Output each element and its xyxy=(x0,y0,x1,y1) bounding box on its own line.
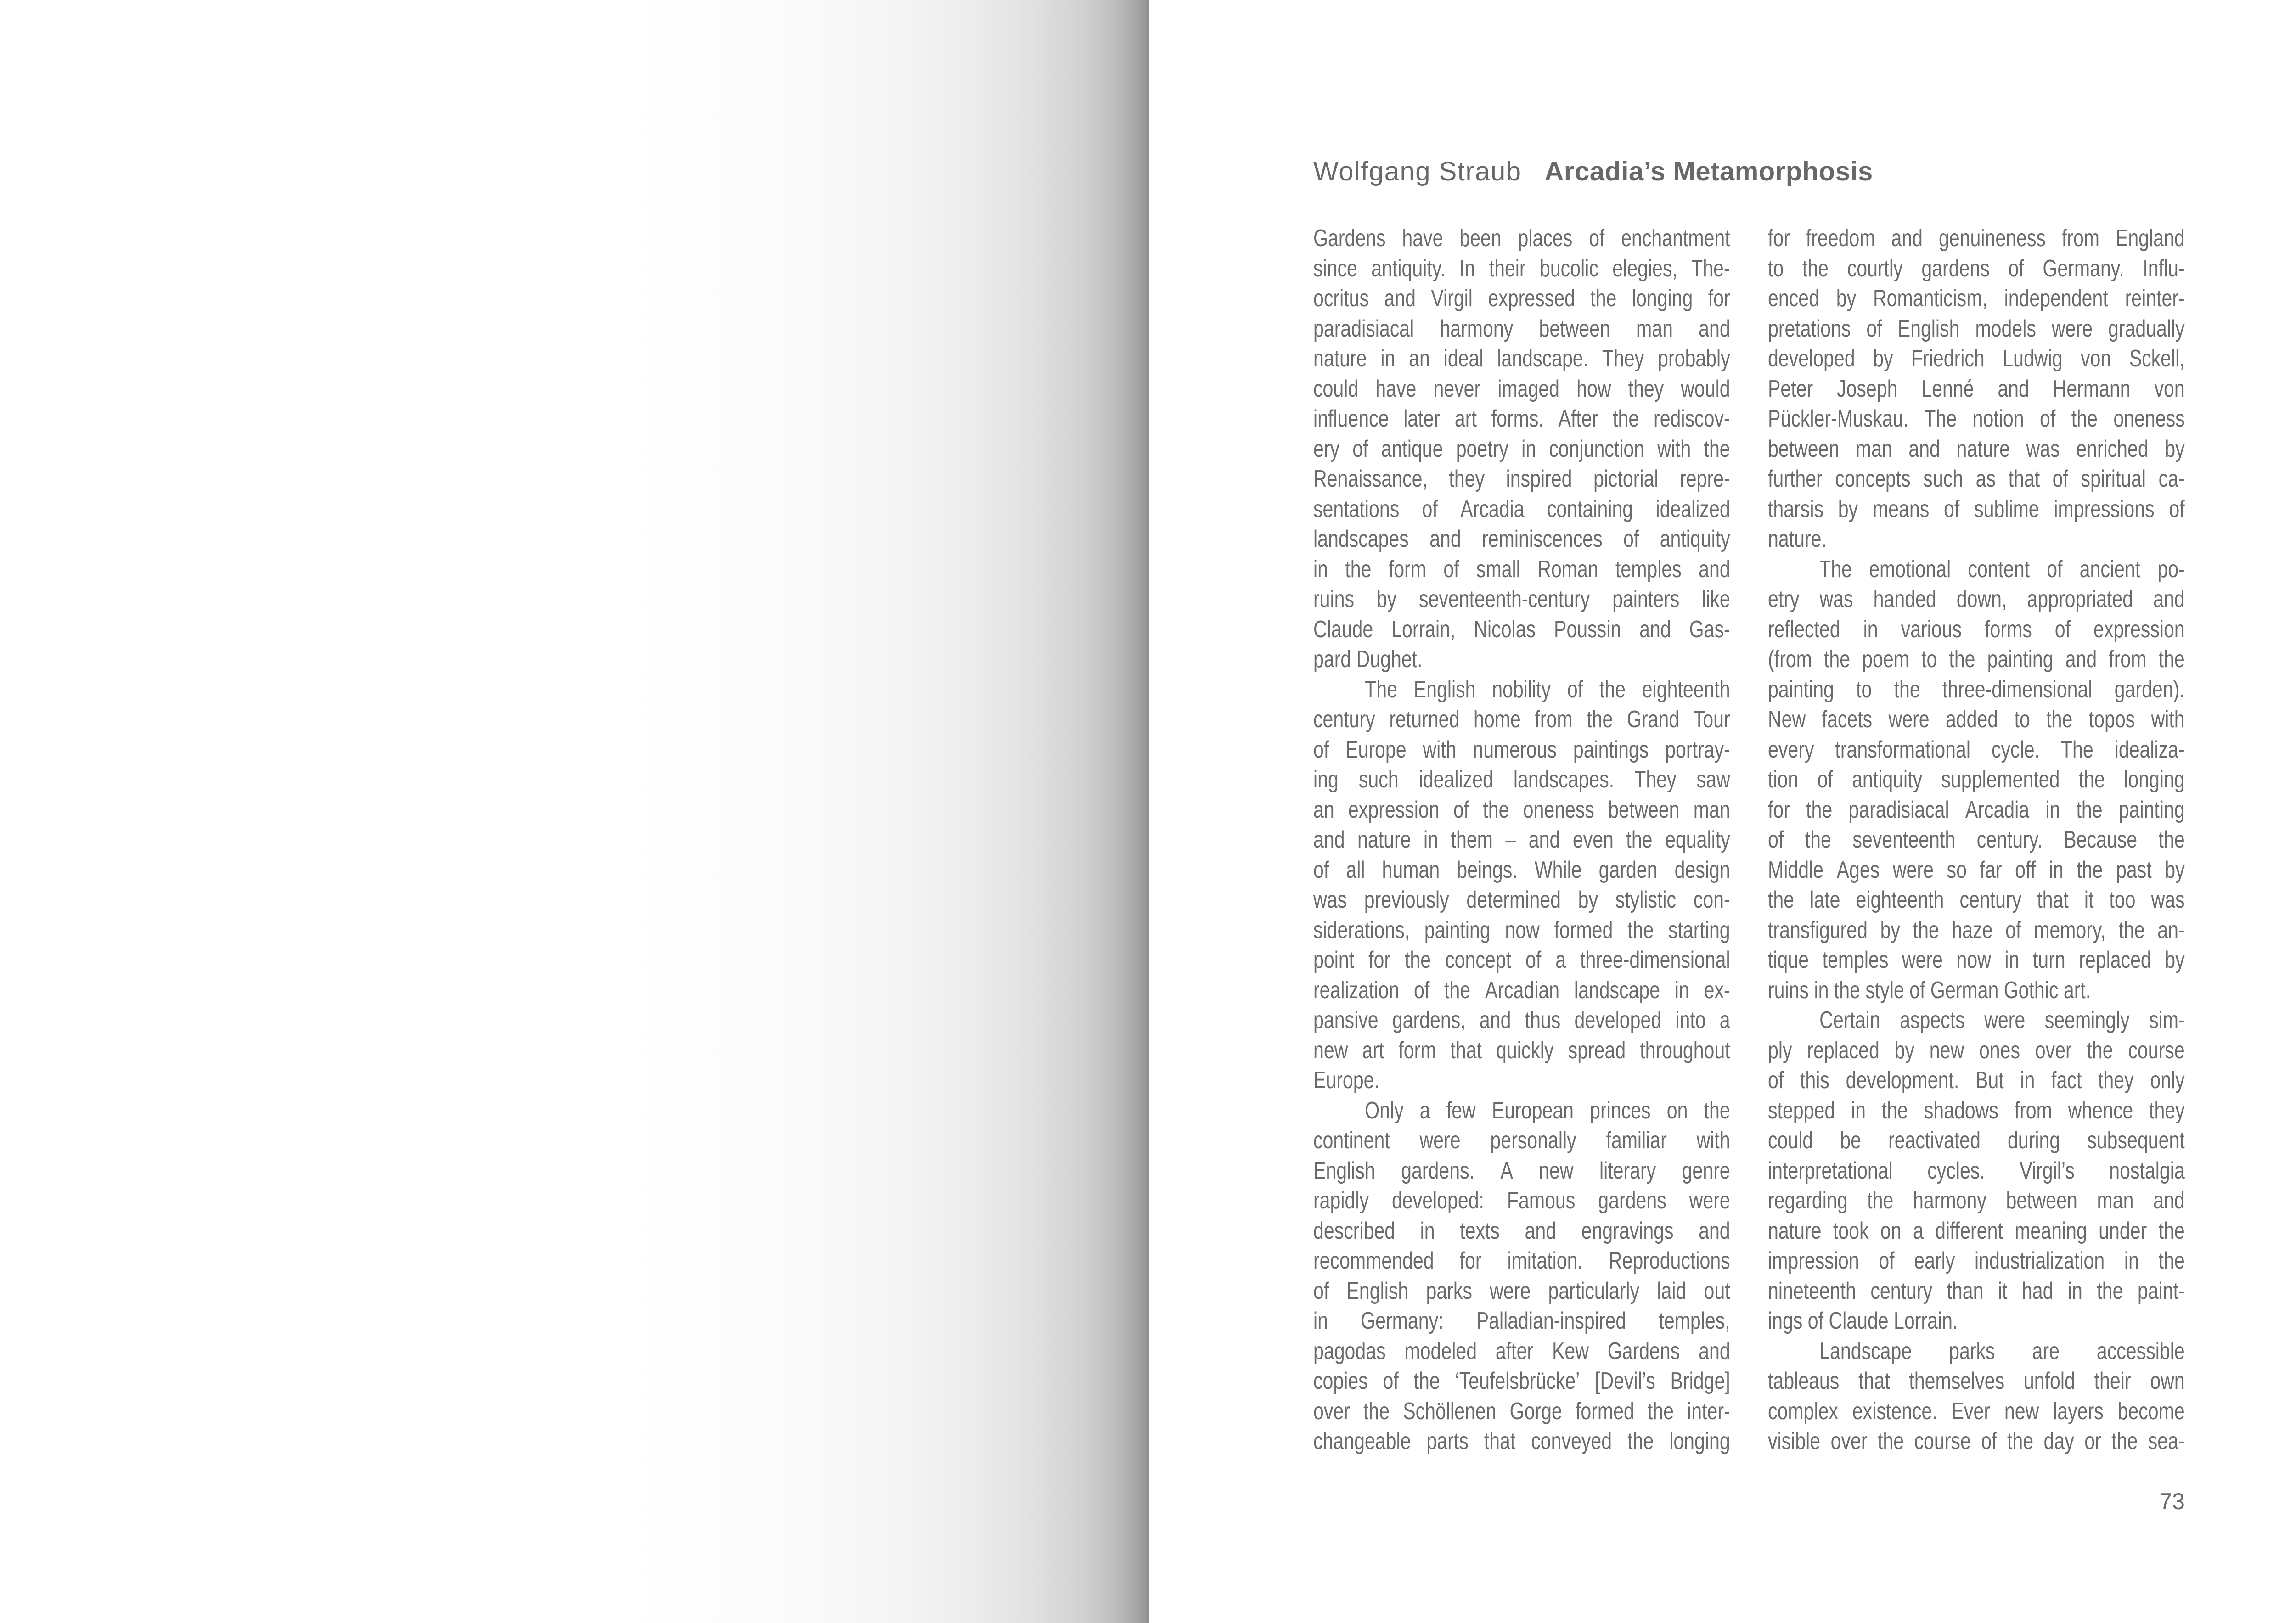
text-line: could be reactivated during subsequent xyxy=(1768,1127,2185,1154)
text-line: transfigured by the haze of memory, the an- xyxy=(1768,916,2185,943)
text-line: pagodas modeled after Kew Gardens and xyxy=(1313,1337,1730,1365)
text-line: in Germany: Palladian-inspired temples, xyxy=(1313,1308,1730,1334)
text-line: visible over the course of the day or the sea- xyxy=(1768,1428,2185,1455)
text-line: Peter Joseph Lenné and Hermann von xyxy=(1768,375,2185,402)
text-column-left xyxy=(1313,224,1730,1457)
text-line: Middle Ages were so far off in the past by xyxy=(1768,856,2185,883)
text-line: ply replaced by new ones over the course xyxy=(1768,1037,2185,1064)
text-line: continent were personally familiar with xyxy=(1313,1127,1730,1154)
text-line: of English parks were particularly laid out xyxy=(1313,1277,1730,1304)
text-line: interpretational cycles. Virgil’s nostalgia xyxy=(1768,1157,2185,1184)
text-line: described in texts and engravings and xyxy=(1313,1217,1730,1244)
text-line: pard Dughet. xyxy=(1313,646,1423,673)
text-line: Europe. xyxy=(1313,1067,1379,1094)
text-line: Landscape parks are accessible xyxy=(1819,1337,2185,1365)
text-line: since antiquity. In their bucolic elegies, The- xyxy=(1313,255,1730,282)
text-line: ery of antique poetry in conjunction with the xyxy=(1313,435,1730,462)
text-line: tharsis by means of sublime impressions of xyxy=(1768,495,2185,522)
text-line: Renaissance, they inspired pictorial repre- xyxy=(1313,466,1730,492)
text-line: The English nobility of the eighteenth xyxy=(1365,676,1730,703)
page-number: 73 xyxy=(2159,1488,2185,1514)
text-line: recommended for imitation. Reproductions xyxy=(1313,1247,1730,1274)
text-line: tableaus that themselves unfold their own xyxy=(1768,1368,2185,1394)
text-line: English gardens. A new literary genre xyxy=(1313,1157,1730,1184)
text-line: etry was handed down, appropriated and xyxy=(1768,586,2185,612)
text-line: complex existence. Ever new layers become xyxy=(1768,1398,2185,1425)
text-line: ocritus and Virgil expressed the longing for xyxy=(1313,285,1730,312)
text-line: influence later art forms. After the rediscov- xyxy=(1313,405,1730,432)
text-line: of the seventeenth century. Because the xyxy=(1768,826,2185,853)
text-line: Gardens have been places of enchantment xyxy=(1313,225,1730,252)
text-line: developed by Friedrich Ludwig von Sckell, xyxy=(1768,345,2185,372)
text-line: changeable parts that conveyed the longing xyxy=(1313,1428,1730,1455)
text-line: could have never imaged how they would xyxy=(1313,375,1730,402)
text-line: pansive gardens, and thus developed into a xyxy=(1313,1007,1730,1033)
text-line: of all human beings. While garden design xyxy=(1313,856,1730,883)
text-line: nineteenth century than it had in the paint- xyxy=(1768,1277,2185,1304)
text-line: New facets were added to the topos with xyxy=(1768,706,2185,733)
text-line: copies of the ‘Teufelsbrücke’ [Devil’s Bridge] xyxy=(1313,1368,1730,1394)
text-line: of this development. But in fact they only xyxy=(1768,1067,2185,1094)
text-line: of Europe with numerous paintings portray- xyxy=(1313,736,1730,763)
text-line: ing such idealized landscapes. They saw xyxy=(1313,766,1730,793)
text-line: The emotional content of ancient po- xyxy=(1819,556,2185,583)
text-line: was previously determined by stylistic con- xyxy=(1313,887,1730,913)
text-line: impression of early industrialization in the xyxy=(1768,1247,2185,1274)
text-line: rapidly developed: Famous gardens were xyxy=(1313,1187,1730,1214)
text-line: Pückler-Muskau. The notion of the oneness xyxy=(1768,405,2185,432)
text-line: realization of the Arcadian landscape in ex- xyxy=(1313,977,1730,1004)
text-column-right xyxy=(1768,224,2185,1457)
text-line: (from the poem to the painting and from the xyxy=(1768,646,2185,673)
text-line: ings of Claude Lorrain. xyxy=(1768,1308,1958,1334)
text-line: pretations of English models were gradually xyxy=(1768,315,2185,342)
text-line: regarding the harmony between man and xyxy=(1768,1187,2185,1214)
text-line: nature in an ideal landscape. They probably xyxy=(1313,345,1730,372)
text-line: nature. xyxy=(1768,526,1827,552)
text-line: stepped in the shadows from whence they xyxy=(1768,1097,2185,1124)
text-line: ruins by seventeenth-century painters like xyxy=(1313,586,1730,612)
text-line: paradisiacal harmony between man and xyxy=(1313,315,1730,342)
text-line: and nature in them – and even the equality xyxy=(1313,826,1730,853)
author-name: Wolfgang Straub xyxy=(1313,157,1522,186)
text-line: nature took on a different meaning under the xyxy=(1768,1217,2185,1244)
text-line: in the form of small Roman temples and xyxy=(1313,556,1730,583)
text-line: Claude Lorrain, Nicolas Poussin and Gas- xyxy=(1313,616,1730,643)
text-line: for freedom and genuineness from England xyxy=(1768,225,2185,252)
text-line: new art form that quickly spread throughout xyxy=(1313,1037,1730,1064)
text-line: reflected in various forms of expression xyxy=(1768,616,2185,643)
text-line: tique temples were now in turn replaced by xyxy=(1768,947,2185,973)
text-line: sentations of Arcadia containing idealized xyxy=(1313,495,1730,522)
text-line: Certain aspects were seemingly sim- xyxy=(1819,1007,2185,1033)
text-line: century returned home from the Grand Tour xyxy=(1313,706,1730,733)
text-line: between man and nature was enriched by xyxy=(1768,435,2185,462)
text-line: to the courtly gardens of Germany. Influ- xyxy=(1768,255,2185,282)
text-line: tion of antiquity supplemented the longing xyxy=(1768,766,2185,793)
text-line: Only a few European princes on the xyxy=(1365,1097,1730,1124)
text-line: siderations, painting now formed the starting xyxy=(1313,916,1730,943)
text-line: over the Schöllenen Gorge formed the inter- xyxy=(1313,1398,1730,1425)
text-line: landscapes and reminiscences of antiquity xyxy=(1313,526,1730,552)
text-line: for the paradisiacal Arcadia in the painting xyxy=(1768,796,2185,823)
text-line: ruins in the style of German Gothic art. xyxy=(1768,977,2091,1004)
article-header xyxy=(1313,158,1873,185)
text-line: painting to the three-dimensional garden). xyxy=(1768,676,2185,703)
text-line: an expression of the oneness between man xyxy=(1313,796,1730,823)
text-line: every transformational cycle. The idealiza- xyxy=(1768,736,2185,763)
text-line: the late eighteenth century that it too was xyxy=(1768,887,2185,913)
text-line: point for the concept of a three-dimensional xyxy=(1313,947,1730,973)
text-line: further concepts such as that of spiritual ca- xyxy=(1768,466,2185,492)
article-title: Arcadia’s Metamorphosis xyxy=(1544,157,1873,186)
text-line: enced by Romanticism, independent reinter- xyxy=(1768,285,2185,312)
